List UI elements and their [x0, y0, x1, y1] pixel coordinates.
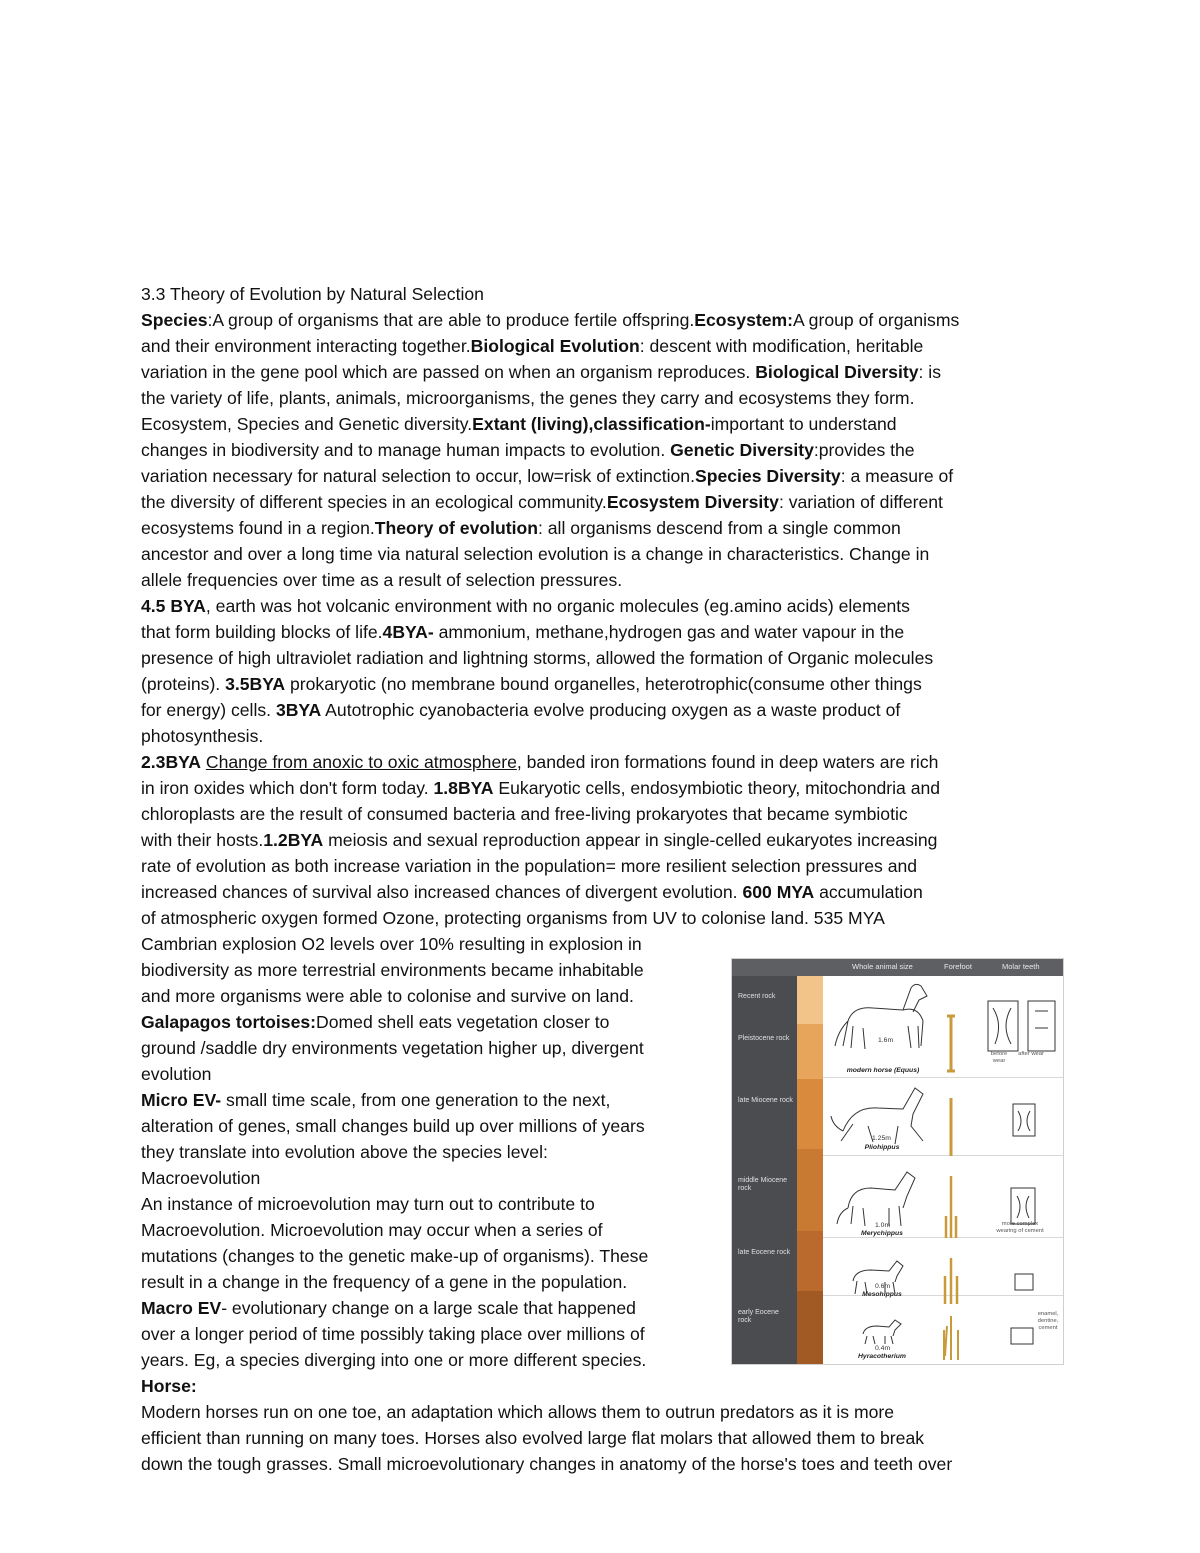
header-whole-animal: Whole animal size — [852, 962, 913, 971]
text-line: of atmospheric oxygen formed Ozone, protecting organisms from UV to colonise land. 535 MYA — [141, 908, 885, 928]
text-line: An instance of microevolution may turn out to contribute to — [141, 1194, 595, 1214]
tooth-note: more complex wearing of cement — [996, 1221, 1044, 1234]
species-caption: Mesohippus — [862, 1291, 902, 1298]
text-line: rate of evolution as both increase variation in the population= more resilient selection pressures and — [141, 856, 918, 876]
header-molar: Molar teeth — [1002, 962, 1040, 971]
text-line: Species:A group of organisms that are able to produce fertile offspring.Ecosystem:A group of organisms — [141, 310, 960, 330]
text-line: Micro EV- small time scale, from one generation to the next, — [141, 1090, 611, 1110]
text-line: evolution — [141, 1064, 212, 1084]
figure-header — [732, 959, 1063, 976]
text-line: the diversity of different species in an ecological community.Ecosystem Diversity: variation of different — [141, 492, 943, 512]
height-measure: 1.0m — [875, 1222, 891, 1229]
species-caption: Hyracotherium — [858, 1353, 906, 1360]
underlined-phrase: Change from anoxic to oxic atmosphere — [205, 752, 517, 772]
molar-tooth-icon — [988, 1001, 1018, 1051]
text-line: with their hosts.1.2BYA meiosis and sexual reproduction appear in single-celled eukaryotes increasing — [141, 830, 938, 850]
rock-label: early Eocene rock — [738, 1309, 779, 1324]
text-line: 2.3BYA Change from anoxic to oxic atmosphere, banded iron formations found in deep waters are rich — [141, 752, 939, 772]
text-line: (proteins). 3.5BYA prokaryotic (no membrane bound organelles, heterotrophic(consume other things — [141, 674, 922, 694]
molar-tooth-icon — [1013, 1104, 1035, 1136]
text-line: 4.5 BYA, earth was hot volcanic environment with no organic molecules (eg.amino acids) elements — [141, 596, 910, 616]
text-line: and their environment interacting together.Biological Evolution: descent with modification, heritable — [141, 336, 924, 356]
species-caption: modern horse (Equus) — [846, 1067, 920, 1074]
text-line: they translate into evolution above the species level: — [141, 1142, 548, 1162]
height-measure: 0.6m — [875, 1283, 891, 1290]
text-line: photosynthesis. — [141, 726, 264, 746]
horse-illustrations — [823, 976, 1063, 1364]
text-line: that form building blocks of life.4BYA- ammonium, methane,hydrogen gas and water vapour in the — [141, 622, 905, 642]
height-measure: 0.4m — [875, 1345, 891, 1352]
stratum-band — [797, 1231, 823, 1291]
text-line: changes in biodiversity and to manage human impacts to evolution. Genetic Diversity:provides the — [141, 440, 915, 460]
rock-label: Pleistocene rock — [738, 1035, 790, 1042]
tooth-note: before wear — [990, 1051, 1008, 1064]
text-line: ancestor and over a long time via natural selection evolution is a change in characteristics. Change in — [141, 544, 930, 564]
tooth-note: after wear — [1018, 1051, 1044, 1057]
molar-tooth-icon — [1028, 1001, 1055, 1051]
text-line: mutations (changes to the genetic make-up of organisms). These — [141, 1246, 649, 1266]
text-line: Cambrian explosion O2 levels over 10% resulting in explosion in — [141, 934, 642, 954]
rock-label: Recent rock — [738, 993, 776, 1000]
text-line: Galapagos tortoises:Domed shell eats vegetation closer to — [141, 1012, 610, 1032]
text-line: increased chances of survival also increased chances of divergent evolution. 600 MYA accumulation — [141, 882, 923, 902]
stratum-band — [797, 1079, 823, 1149]
molar-tooth-icon — [1011, 1188, 1035, 1224]
text-line: variation in the gene pool which are passed on when an organism reproduces. Biological Diversity: is — [141, 362, 941, 382]
text-line: Ecosystem, Species and Genetic diversity.Extant (living),classification-important to understand — [141, 414, 897, 434]
horse-evolution-figure — [731, 958, 1064, 1365]
rock-label: late Eocene rock — [738, 1249, 791, 1256]
text-line: and more organisms were able to colonise and survive on land. — [141, 986, 634, 1006]
text-line: Macroevolution — [141, 1168, 261, 1188]
forefoot-icon — [946, 1176, 956, 1238]
horse-merychippus-icon — [837, 1172, 915, 1226]
species-caption: Merychippus — [861, 1230, 903, 1237]
document-title: 3.3 Theory of Evolution by Natural Selection — [141, 284, 484, 304]
text-line: presence of high ultraviolet radiation and lightning storms, allowed the formation of Organic molecules — [141, 648, 934, 668]
stratum-band — [797, 976, 823, 1024]
header-forefoot: Forefoot — [944, 962, 972, 971]
text-line: Macroevolution. Microevolution may occur when a series of — [141, 1220, 603, 1240]
text-line: down the tough grasses. Small microevolutionary changes in anatomy of the horse's toes and teeth over — [141, 1454, 953, 1474]
text-line: biodiversity as more terrestrial environments became inhabitable — [141, 960, 644, 980]
forefoot-icon — [945, 1258, 957, 1304]
stratum-band — [797, 1291, 823, 1364]
stratum-band — [797, 1149, 823, 1231]
horse-hyracotherium-icon — [863, 1320, 901, 1344]
text-line: Macro EV- evolutionary change on a large scale that happened — [141, 1298, 636, 1318]
text-line: Modern horses run on one toe, an adaptation which allows them to outrun predators as it is more — [141, 1402, 895, 1422]
species-caption: Pliohippus — [864, 1144, 900, 1151]
text-line: ground /saddle dry environments vegetation higher up, divergent — [141, 1038, 644, 1058]
molar-tooth-icon — [1015, 1274, 1033, 1290]
forefoot-icon — [944, 1316, 958, 1360]
text-line: chloroplasts are the result of consumed bacteria and free-living prokaryotes that became symbiotic — [141, 804, 908, 824]
text-line: Horse: — [141, 1376, 197, 1396]
text-line: allele frequencies over time as a result of selection pressures. — [141, 570, 623, 590]
text-line: efficient than running on many toes. Horses also evolved large flat molars that allowed them to break — [141, 1428, 925, 1448]
height-measure: 1.25m — [872, 1135, 891, 1142]
rock-label: middle Miocene rock — [738, 1177, 788, 1192]
text-line: in iron oxides which don't form today. 1.8BYA Eukaryotic cells, endosymbiotic theory, mitochondria and — [141, 778, 941, 798]
forefoot-icon — [947, 1016, 955, 1071]
tooth-note: enamel, dentine, cement — [1037, 1311, 1059, 1331]
rock-label: late Miocene rock — [738, 1097, 793, 1104]
text-line: the variety of life, plants, animals, microorganisms, the genes they carry and ecosystems they form. — [141, 388, 915, 408]
text-line: result in a change in the frequency of a gene in the population. — [141, 1272, 628, 1292]
text-line: over a longer period of time possibly taking place over millions of — [141, 1324, 645, 1344]
text-line: alteration of genes, small changes build up over millions of years — [141, 1116, 645, 1136]
text-line: for energy) cells. 3BYA Autotrophic cyanobacteria evolve producing oxygen as a waste product of — [141, 700, 901, 720]
height-measure: 1.6m — [878, 1037, 894, 1044]
text-line: ecosystems found in a region.Theory of evolution: all organisms descend from a single common — [141, 518, 901, 538]
text-line: variation necessary for natural selection to occur, low=risk of extinction.Species Diversity: a measure of — [141, 466, 954, 486]
molar-tooth-icon — [1011, 1328, 1033, 1344]
text-line: years. Eg, a species diverging into one or more different species. — [141, 1350, 647, 1370]
stratum-band — [797, 1024, 823, 1079]
